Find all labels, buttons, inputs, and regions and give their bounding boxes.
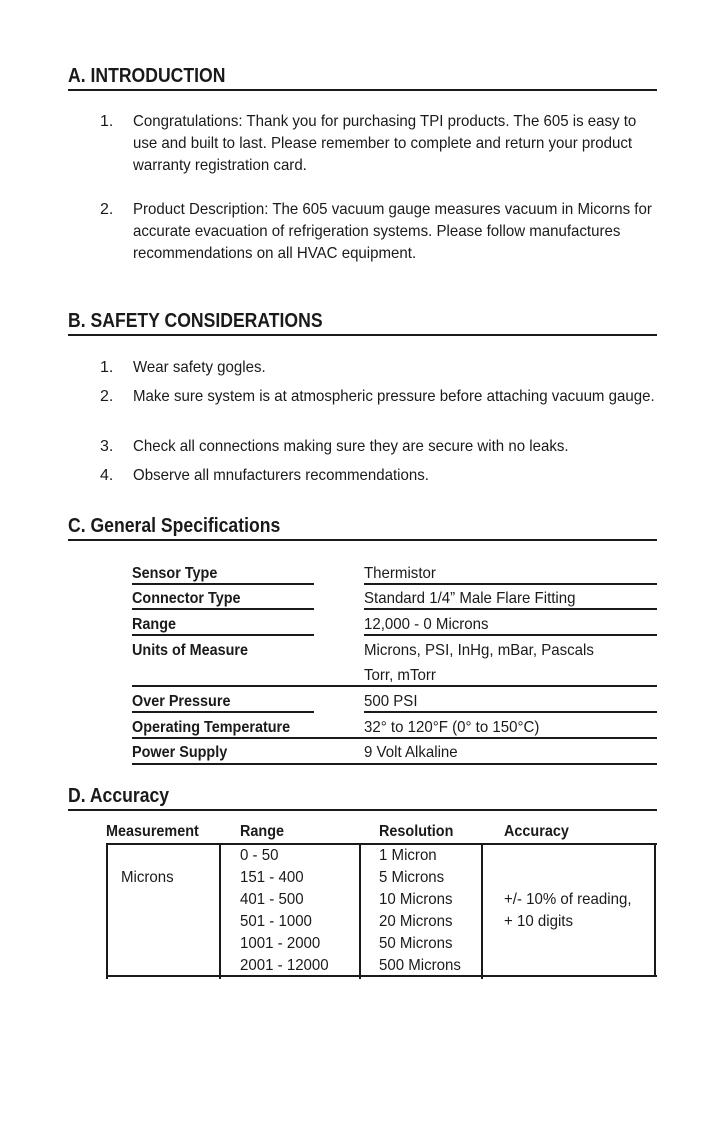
measurement-cell: Microns <box>121 869 174 886</box>
table-border <box>481 843 483 979</box>
spec-value: 500 PSI <box>364 693 418 710</box>
item-number: 1. <box>100 113 114 130</box>
accuracy-cell: + 10 digits <box>504 913 573 930</box>
spec-underline <box>132 608 314 610</box>
spec-value: Standard 1/4” Male Flare Fitting <box>364 590 576 607</box>
table-border <box>654 843 656 977</box>
section-d-heading <box>68 784 657 811</box>
spec-label: Power Supply <box>132 744 228 761</box>
range-cell: 401 - 500 <box>240 891 304 908</box>
column-header-resolution: Resolution <box>379 823 454 840</box>
resolution-cell: 20 Microns <box>379 913 453 930</box>
column-header-accuracy: Accuracy <box>504 823 569 840</box>
spec-label: Over Pressure <box>132 693 231 710</box>
item-text: Product Description: The 605 vacuum gauge measures vacuum in Micorns for accurate evacuation of refrigeration systems. Please follow manufactures recommendations on all HVAC equipment. <box>133 201 652 262</box>
spec-divider <box>364 583 657 585</box>
item-text: Make sure system is at atmospheric pressure before attaching vacuum gauge. <box>133 388 655 405</box>
item-number: 2. <box>100 388 114 405</box>
section-b-heading <box>68 309 657 336</box>
spec-underline <box>132 634 314 636</box>
spec-value: 32° to 120°F (0° to 150°C) <box>364 719 540 736</box>
spec-value: Thermistor <box>364 565 436 582</box>
spec-label: Sensor Type <box>132 565 218 582</box>
item-text: Wear safety gogles. <box>133 359 266 376</box>
item-text: Check all connections making sure they are secure with no leaks. <box>133 438 569 455</box>
spec-label: Operating Temperature <box>132 719 291 736</box>
resolution-cell: 50 Microns <box>379 935 453 952</box>
spec-value: 12,000 - 0 Microns <box>364 616 489 633</box>
spec-divider <box>132 763 657 765</box>
spec-divider <box>132 685 657 687</box>
table-border <box>359 843 361 979</box>
range-cell: 151 - 400 <box>240 869 304 886</box>
spec-divider <box>364 608 657 610</box>
spec-label: Connector Type <box>132 590 241 607</box>
item-text: Observe all mnufacturers recommendations. <box>133 467 429 484</box>
section-d-title: D. Accuracy <box>68 785 170 807</box>
section-c-heading <box>68 514 657 541</box>
spec-value: Torr, mTorr <box>364 667 436 684</box>
spec-divider <box>364 634 657 636</box>
table-border <box>219 843 221 979</box>
resolution-cell: 500 Microns <box>379 957 461 974</box>
spec-value: Microns, PSI, InHg, mBar, Pascals <box>364 642 594 659</box>
spec-underline <box>132 711 314 713</box>
spec-label: Units of Measure <box>132 642 249 659</box>
item-number: 3. <box>100 438 114 455</box>
spec-value: 9 Volt Alkaline <box>364 744 458 761</box>
range-cell: 501 - 1000 <box>240 913 312 930</box>
resolution-cell: 10 Microns <box>379 891 453 908</box>
item-number: 4. <box>100 467 114 484</box>
spec-divider <box>364 711 657 713</box>
section-c-title: C. General Specifications <box>68 515 281 537</box>
section-a-title: A. INTRODUCTION <box>68 65 226 87</box>
column-header-range: Range <box>240 823 285 840</box>
resolution-cell: 5 Microns <box>379 869 445 886</box>
table-border <box>106 843 108 979</box>
accuracy-cell: +/- 10% of reading, <box>504 891 632 908</box>
column-header-measurement: Measurement <box>106 823 199 840</box>
range-cell: 0 - 50 <box>240 847 279 864</box>
range-cell: 1001 - 2000 <box>240 935 321 952</box>
spec-divider <box>132 737 657 739</box>
range-cell: 2001 - 12000 <box>240 957 329 974</box>
spec-label: Range <box>132 616 177 633</box>
resolution-cell: 1 Micron <box>379 847 437 864</box>
section-b-title: B. SAFETY CONSIDERATIONS <box>68 310 323 332</box>
section-a-heading <box>68 64 657 91</box>
item-number: 1. <box>100 359 114 376</box>
item-number: 2. <box>100 201 114 218</box>
item-text: Congratulations: Thank you for purchasing TPI products. The 605 is easy to use and built to last. Please remember to complete and return your product warranty registration card. <box>133 113 637 174</box>
spec-underline <box>132 583 314 585</box>
